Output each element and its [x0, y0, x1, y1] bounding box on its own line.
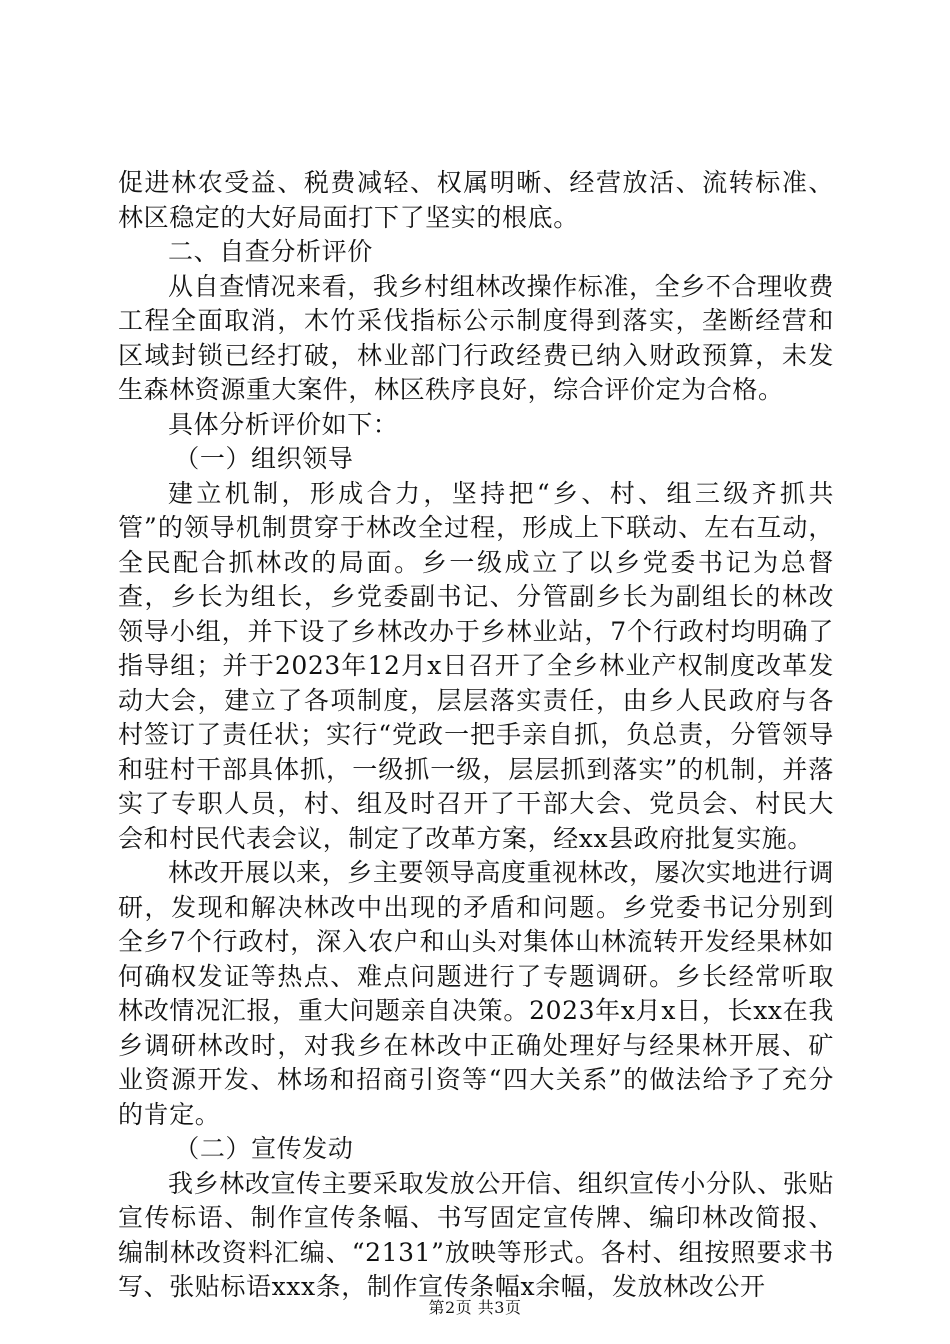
paragraph-continuation: 促进林农受益、税费减轻、权属明晰、经营放活、流转标准、林区稳定的大好局面打下了坚实的根底。 — [118, 168, 834, 232]
paragraph-publicity: 我乡林改宣传主要采取发放公开信、组织宣传小分队、张贴宣传标语、制作宣传条幅、书写固定宣传牌、编印林改简报、编制林改资料汇编、“2131”放映等形式。各村、组按照要求书写、张贴标语xxx条，制作宣传条幅x余幅，发放林改公开 — [118, 1168, 834, 1301]
paragraph-self-check-summary: 从自查情况来看，我乡村组林改操作标准，全乡不合理收费工程全面取消，木竹采伐指标公示制度得到落实，垄断经营和区域封锁已经打破，林业部门行政经费已纳入财政预算，未发生森林资源重大案件，林区秩序良好，综合评价定为合格。 — [118, 271, 834, 404]
page-footer: 第2页 共3页 — [428, 1298, 522, 1317]
paragraph-analysis-intro: 具体分析评价如下： — [168, 409, 399, 439]
subheading-organization: （一）组织领导 — [174, 444, 354, 473]
document-body — [118, 166, 834, 1305]
paragraph-organization-mechanism: 建立机制，形成合力，坚持把“乡、村、组三级齐抓共管”的领导机制贯穿于林改全过程，形成上下联动、左右互动，全民配合抓林改的局面。乡一级成立了以乡党委书记为总督查，乡长为组长，乡党委副书记、分管副乡长为副组长的林改领导小组，并下设了乡林改办于乡林业站，7个行政村均明确了指导组；并于2023年12月x日召开了全乡林业产权制度改革发动大会，建立了各项制度，层层落实责任，由乡人民政府与各村签订了责任状；实行“党政一把手亲自抓，负总责，分管领导和驻村干部具体抓，一级抓一级，层层抓到落实”的机制，并落实了专职人员，村、组及时召开了干部大会、党员会、村民大会和村民代表会议，制定了改革方案，经xx县政府批复实施。 — [118, 478, 834, 853]
section-heading-self-check: 二、自查分析评价 — [168, 237, 373, 266]
paragraph-leadership-research: 林改开展以来，乡主要领导高度重视林改，屡次实地进行调研，发现和解决林改中出现的矛盾和问题。乡党委书记分别到全乡7个行政村，深入农户和山头对集体山林流转开发经果林如何确权发证等热点、难点问题进行了专题调研。乡长经常听取林改情况汇报，重大问题亲自决策。2023年x月x日，长xx在我乡调研林改时，对我乡在林改中正确处理好与经果林开展、矿业资源开发、林场和招商引资等“四大关系”的做法给予了充分的肯定。 — [118, 858, 834, 1129]
subheading-publicity: （二）宣传发动 — [174, 1134, 354, 1163]
